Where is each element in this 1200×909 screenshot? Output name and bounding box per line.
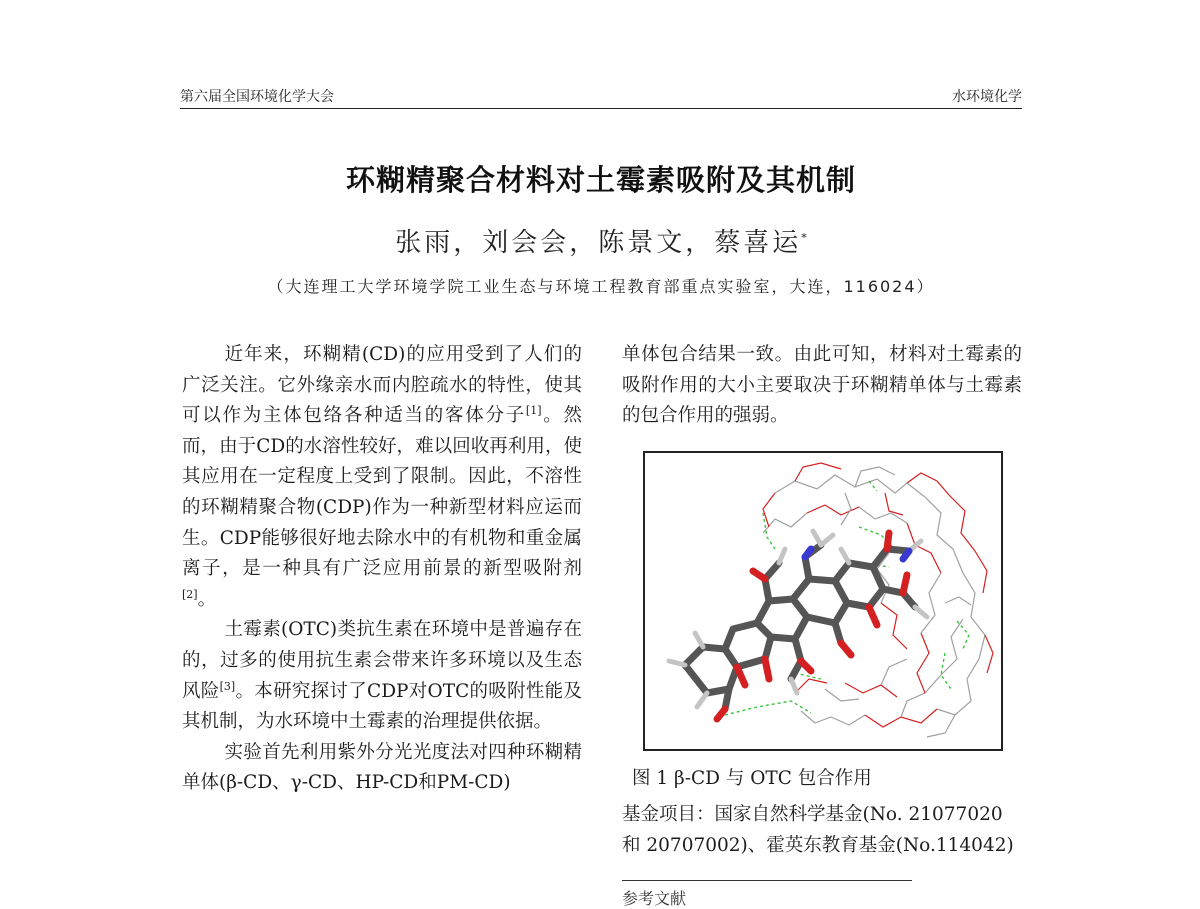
hydrogen-atoms bbox=[669, 531, 927, 707]
paper-title: 环糊精聚合材料对土霉素吸附及其机制 bbox=[345, 163, 856, 197]
funding-line-1: 基金项目：国家自然科学基金(No. 21077020 bbox=[622, 804, 1003, 825]
figure-1-image bbox=[643, 451, 1003, 751]
running-header bbox=[180, 86, 1022, 106]
affiliation: （大连理工大学环境学院工业生态与环境工程教育部重点实验室，大连，116024） bbox=[267, 277, 935, 296]
figure-1-caption: 图 1 β-CD 与 OTC 包合作用 bbox=[632, 768, 872, 789]
references-heading-cut: 参考文献 bbox=[622, 889, 687, 908]
corresponding-mark: * bbox=[801, 231, 807, 245]
paragraph-text: 土霉素(OTC)类抗生素在环境中是普遍存在的，过多的使用抗生素会带来许多环境以及生态风险 bbox=[182, 619, 582, 702]
right-column-text bbox=[622, 340, 1022, 432]
conference-name: 第六届全国环境化学大会 bbox=[180, 89, 334, 105]
funding-note bbox=[622, 800, 1027, 861]
paragraph-intro bbox=[182, 340, 582, 615]
paragraph-conclusion: 单体包合结果一致。由此可知，材料对土霉素的吸附作用的大小主要取决于环糊精单体与土霉素的包合作用的强弱。 bbox=[622, 344, 1022, 427]
section-name: 水环境化学 bbox=[952, 89, 1022, 105]
footnote-rule bbox=[622, 880, 912, 881]
paragraph-otc bbox=[182, 615, 582, 737]
header-rule bbox=[180, 108, 1022, 109]
paragraph-experiment: 实验首先利用紫外分光光度法对四种环糊精单体(β-CD、γ-CD、HP-CD和PM-CD) bbox=[182, 741, 582, 794]
left-column bbox=[182, 340, 582, 799]
funding-line-2: 和 20707002)、霍英东教育基金(No.114042) bbox=[622, 834, 1014, 856]
citation-1: [1] bbox=[525, 404, 542, 418]
citation-3: [3] bbox=[219, 679, 236, 693]
paragraph-text: 。 bbox=[197, 588, 217, 610]
author-list bbox=[180, 222, 1022, 259]
paragraph-text: 。本研究探讨了CDP对OTC的吸附性能及其机制，为水环境中土霉素的治理提供依据。 bbox=[182, 680, 582, 733]
molecule-render bbox=[645, 453, 997, 745]
paragraph-text: 。然而，由于CD的水溶性较好，难以回收再利用，使其应用在一定程度上受到了限制。因此，不溶性的环糊精聚合物(CDP)作为一种新型材料应运而生。CDP能够很好地去除水中的有机物和重金属离子，是一种具有广泛应用前景的新型吸附剂 bbox=[182, 405, 582, 580]
paragraph-text: 近年来，环糊精(CD)的应用受到了人们的广泛关注。它外缘亲水而内腔疏水的特性，使其可以作为主体包络各种适当的客体分子 bbox=[182, 344, 582, 427]
citation-2: [2] bbox=[182, 587, 198, 601]
author-names: 张雨，刘会会，陈景文，蔡喜运 bbox=[395, 228, 802, 258]
otc-guest-molecule bbox=[685, 545, 915, 709]
